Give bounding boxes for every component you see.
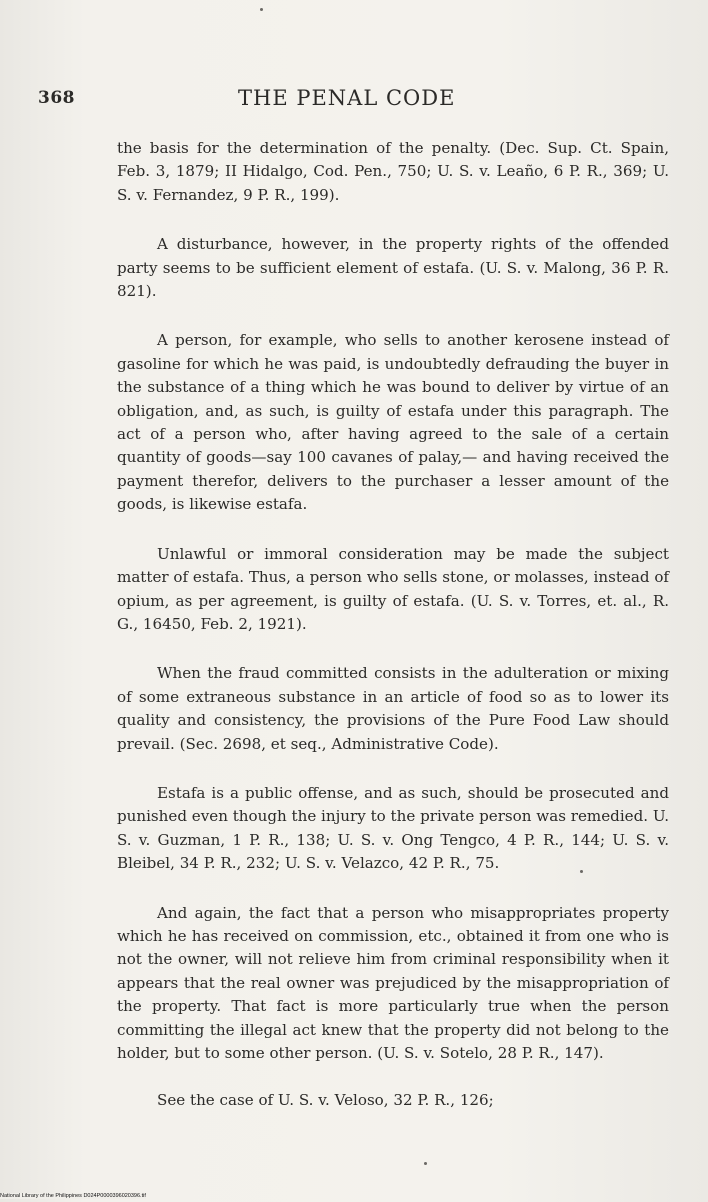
paragraph: Estafa is a public offense, and as such, should be prosecuted and punished even though the injury to the private person was remedied. U. S. v. Guzman, 1 P. R., 138; U. S. v. Ong Tengco, 4 P. R., 144; U. S. v. Bleibel, 34 P. R., 232; U. S. v. Velazco, 42 P. R., 75. <box>117 783 669 873</box>
running-title: THE PENAL CODE <box>238 86 456 110</box>
paragraph-continued: the basis for the determination of the penalty. (Dec. Sup. Ct. Spain, Feb. 3, 1879; II Hidalgo, Cod. Pen., 750; U. S. v. Leaño, 6 P. R., 369; U. S. v. Fernandez, 9 P. R., 199). <box>117 139 669 204</box>
paragraph: When the fraud committed consists in the adulteration or mixing of some extraneous substance in an article of food so as to lower its quality and consistency, the provisions of the Pure Food Law should prevail. (Sec. 2698, et seq., Administrative Code). <box>117 664 669 753</box>
paragraph: See the case of U. S. v. Veloso, 32 P. R., 126; <box>157 1091 494 1110</box>
paragraph: A person, for example, who sells to another kerosene instead of gasoline for which he was paid, is undoubtedly defrauding the buyer in the substance of a thing which he was bound to deliver by virtue of an obligation, and, as such, is guilty of estafa under this paragraph. The act of a person who, after having agreed to the sale of a certain quantity of goods—say 100 cavanes of palay,— and having received the payment therefor, delivers to the purchaser a lesser amount of the goods, is likewise estafa. <box>117 331 669 514</box>
paragraph: A disturbance, however, in the property rights of the offended party seems to be sufficient element of estafa. (U. S. v. Malong, 36 P. R. 821). <box>117 235 669 301</box>
ink-speck <box>424 1162 427 1165</box>
ink-speck <box>260 8 263 11</box>
paragraph: And again, the fact that a person who misappropriates property which he has received on commission, etc., obtained it from one who is not the owner, will not relieve him from criminal responsibility when it appears that the real owner was prejudiced by the misappropriation of the property. That fact is more particularly true when the person committing the illegal act knew that the property did not belong to the holder, but to some other person. (U. S. v. Sotelo, 28 P. R., 147). <box>117 903 669 1062</box>
body-text <box>117 137 669 1113</box>
scan-footer: National Library of the Philippines D024P0000396020396.tif <box>0 1193 146 1199</box>
page-number: 368 <box>38 88 75 108</box>
ink-speck <box>580 870 583 873</box>
paragraph: Unlawful or immoral consideration may be made the subject matter of estafa. Thus, a person who sells stone, or molasses, instead of opium, as per agreement, is guilty of estafa. (U. S. v. Torres, et. al., R. G., 16450, Feb. 2, 1921). <box>117 544 669 633</box>
